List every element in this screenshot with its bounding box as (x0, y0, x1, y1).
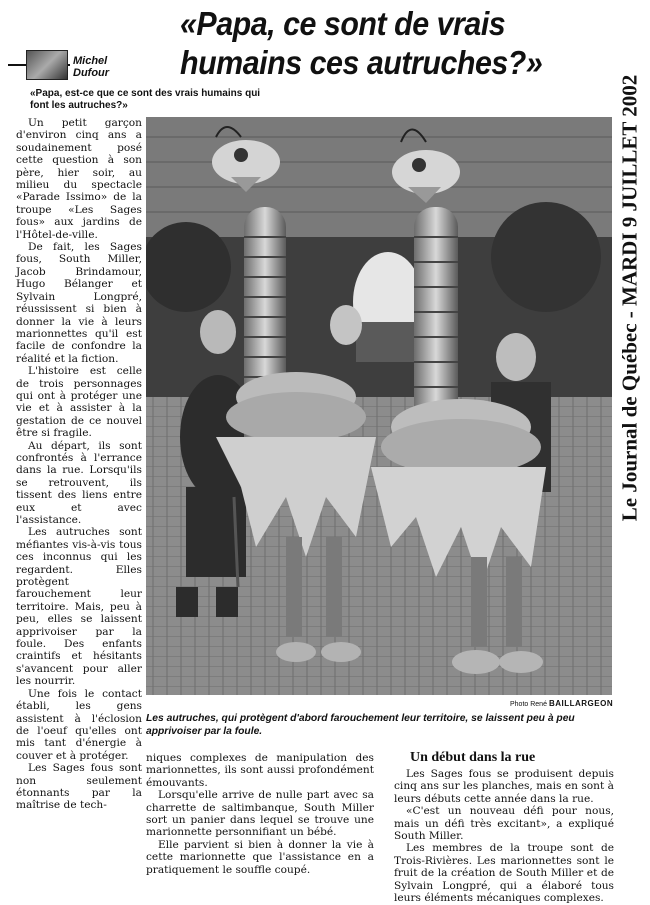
section-subhead: Un début dans la rue (410, 750, 536, 765)
masthead-text: Le Journal de Québec - MARDI 9 JUILLET 2002 (617, 74, 642, 521)
paragraph: Elle parvient si bien à donner la vie à cette marionnette que l'assistance en a pratiquement le souffle coupé. (146, 838, 374, 876)
credit-prefix: Photo René (510, 701, 547, 708)
paragraph: Au départ, ils sont confrontés à l'errance dans la rue. Lorsqu'ils se retrouvent, ils tissent des liens entre eux et avec l'assistance. (16, 439, 142, 526)
photo-caption: Les autruches, qui protègent d'abord farouchement leur territoire, se laissent peu à peu apprivoiser par la foule. (146, 713, 575, 737)
article-column-1 (16, 117, 142, 812)
author-portrait (26, 50, 68, 80)
paragraph: L'histoire est celle de trois personnages qui ont à protéger une vie et à assister à la gestation de ce nouvel être si fragile. (16, 365, 142, 440)
headline-line-2: humains ces autruches?» (180, 44, 543, 81)
paragraph: Un petit garçon d'environ cinq ans a soudainement posé cette question à son père, hier soir, au milieu du spectacle «Parade Issimo» de la troupe «Les Sages fous» aux jardins de l'Hôtel-de-ville. (16, 117, 142, 241)
paragraph: Les autruches sont méfiantes vis-à-vis tous ces inconnus qui les regardent. Elles protègent farouchement leur territoire. Mais, peu à peu, elles se laissent apprivoiser par la foule. Des enfants craintifs et hésitants s'avancent pour aller les nourrir. (16, 526, 142, 688)
paragraph: Les Sages fous se produisent depuis cinq ans sur les planches, mais en sont à leurs débuts cette année dans la rue. (394, 768, 614, 805)
newspaper-masthead (615, 10, 645, 585)
author-byline (8, 54, 148, 79)
headline-line-1: «Papa, ce sont de vrais (180, 5, 506, 42)
credit-name: BAILLARGEON (548, 699, 614, 708)
paragraph: Une fois le contact établi, les gens assistent à l'éclosion de l'oeuf qu'elles ont mis tant d'énergie à couver et à protéger. (16, 687, 142, 762)
paragraph: Lorsqu'elle arrive de nulle part avec sa charrette de saltimbanque, South Miller sort un panier dans lequel se trouve une marionnette personnifiant un bébé. (146, 789, 374, 839)
author-name: Michel Dufour (70, 55, 148, 79)
article-photo (146, 117, 612, 695)
headline (180, 4, 566, 82)
paragraph: Les Sages fous sont non seulement étonnants par la maîtrise de tech- (16, 762, 142, 812)
article-column-3 (394, 768, 614, 904)
paragraph: niques complexes de manipulation des marionnettes, ils sont aussi profondément émouvants. (146, 752, 374, 789)
photo-credit (510, 699, 613, 708)
article-subtitle: «Papa, est-ce que ce sont des vrais humains qui font les autruches?» (30, 88, 261, 111)
paragraph: Les membres de la troupe sont de Trois-Rivières. Les marionnettes sont le fruit de la création de South Miller et de Sylvain Longpré, qui a élaboré tous leurs éléments mécaniques complexes. (394, 842, 614, 905)
article-column-2 (146, 752, 374, 876)
ostrich-puppets-photo (146, 117, 612, 695)
paragraph: «C'est un nouveau défi pour nous, mais un défi très excitant», a expliqué South Miller. (394, 805, 614, 843)
paragraph: De fait, les Sages fous, South Miller, Jacob Brindamour, Hugo Bélanger et Sylvain Longpré, réussissent si bien à donner la vie à leurs marionnettes qu'il est facile de confondre la réalité et la fiction. (16, 241, 142, 365)
